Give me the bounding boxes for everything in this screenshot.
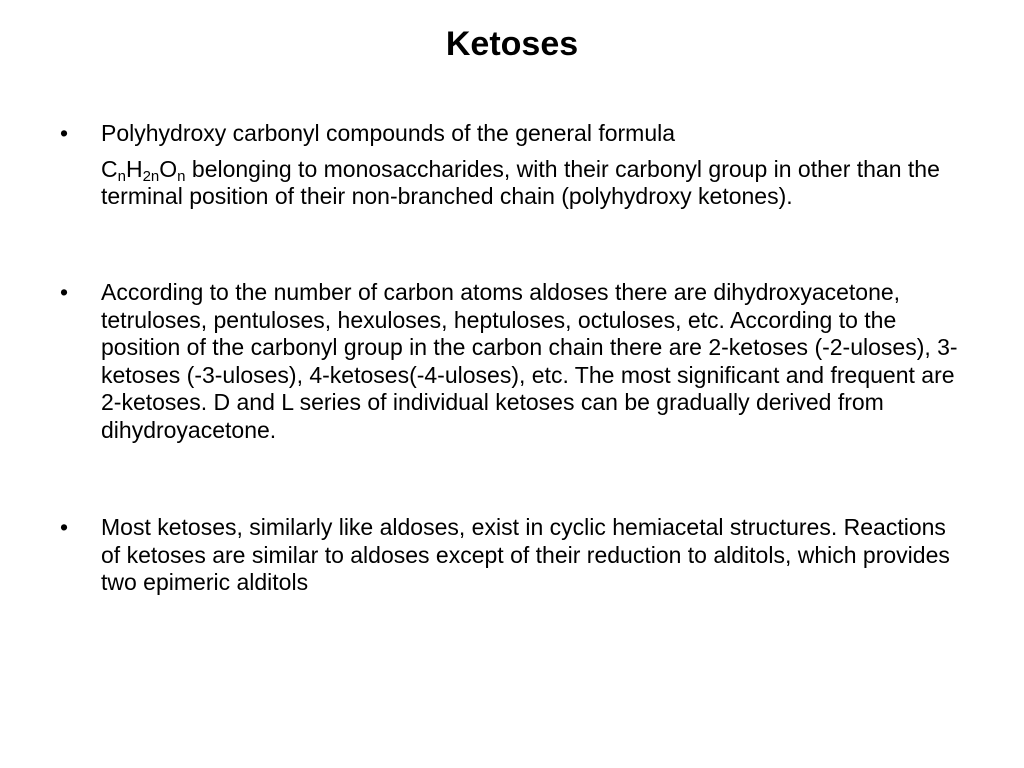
definition-rest: belonging to monosaccharides, with their carbonyl group in other than the terminal position of their non-branched chain (polyhydroxy ketones). bbox=[101, 155, 940, 209]
slide-title: Ketoses bbox=[445, 25, 579, 63]
bullet-marker: • bbox=[60, 120, 69, 146]
bullet-text-classification: According to the number of carbon atoms aldoses there are dihydroxyacetone, tetruloses, pentuloses, hexuloses, heptuloses, octuloses, etc. According to the position of the carbonyl group in the carbon chain there are 2-ketoses (-2-uloses), 3-ketoses (-3-uloses), 4-ketoses(-4-uloses), etc. The most significant and frequent are 2-ketoses. D and L series of individual ketoses can be gradually derived from dihydroyacetone. bbox=[101, 279, 958, 443]
bullet-marker: • bbox=[60, 279, 69, 305]
bullet-item-cyclic-structures bbox=[60, 514, 970, 597]
definition-intro: Polyhydroxy carbonyl compounds of the general formula bbox=[101, 120, 676, 146]
bullet-item-definition bbox=[60, 120, 970, 211]
formula-sub-n: n bbox=[117, 167, 126, 185]
bullet-item-classification bbox=[60, 279, 970, 444]
formula-h: H bbox=[125, 155, 143, 182]
formula-c: C bbox=[101, 155, 118, 182]
bullet-marker: • bbox=[60, 514, 69, 540]
bullet-text-cyclic-structures: Most ketoses, similarly like aldoses, exist in cyclic hemiacetal structures. Reactions of ketoses are similar to aldoses except of their reduction to alditols, which provides two epimeric alditols bbox=[101, 514, 950, 595]
formula-sub-2n: 2n bbox=[142, 167, 160, 185]
formula-o: O bbox=[159, 155, 178, 182]
general-formula-line bbox=[101, 156, 970, 211]
formula-sub-n-2: n bbox=[177, 167, 186, 185]
bullet-text-definition bbox=[101, 120, 970, 211]
